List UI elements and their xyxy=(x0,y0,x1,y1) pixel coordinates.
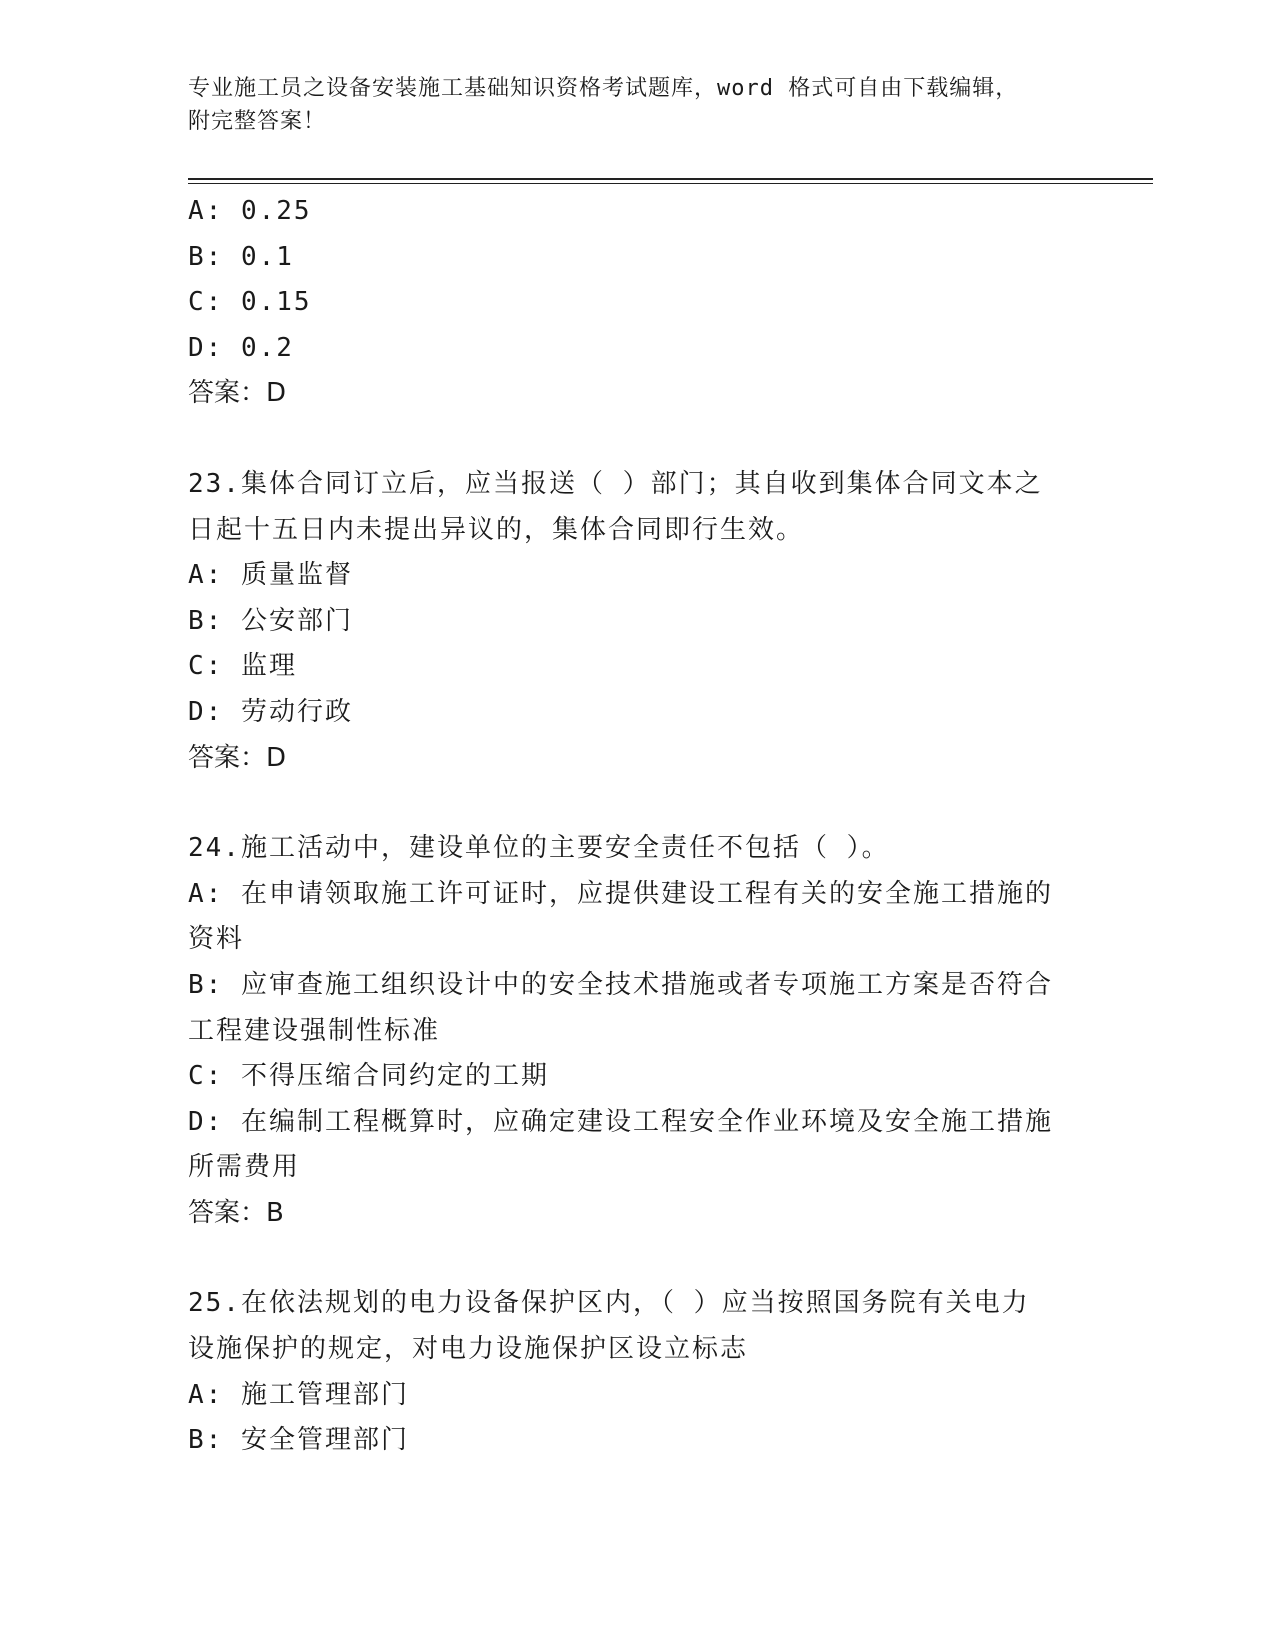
question-stem-line: 23.集体合同订立后，应当报送（ ）部门；其自收到集体合同文本之 xyxy=(188,468,1043,499)
question-23 xyxy=(188,462,1078,781)
question-22-continued xyxy=(188,189,1078,417)
option-c: C: 不得压缩合同约定的工期 xyxy=(188,1061,549,1092)
question-list xyxy=(188,189,1078,1464)
option-d: D: 在编制工程概算时，应确定建设工程安全作业环境及安全施工措施 xyxy=(188,1106,1053,1137)
option-d: D: 劳动行政 xyxy=(188,696,353,727)
option-d-continued: 所需费用 xyxy=(188,1152,301,1183)
header-line-2: 附完整答案！ xyxy=(188,109,327,134)
header-line-1: 专业施工员之设备安装施工基础知识资格考试题库，word 格式可自由下载编辑， xyxy=(188,76,1019,101)
question-24 xyxy=(188,826,1078,1236)
option-a: A: 0.25 xyxy=(188,196,312,226)
option-d: D: 0.2 xyxy=(188,332,294,363)
document-header xyxy=(188,72,1088,138)
option-b: B: 0.1 xyxy=(188,241,294,272)
option-c: C: 0.15 xyxy=(188,287,312,318)
answer: 答案：D xyxy=(188,378,287,409)
option-a: A: 在申请领取施工许可证时，应提供建设工程有关的安全施工措施的 xyxy=(188,878,1053,909)
question-stem-line: 日起十五日内未提出异议的，集体合同即行生效。 xyxy=(188,514,805,545)
question-25 xyxy=(188,1281,1078,1463)
option-a-continued: 资料 xyxy=(188,924,245,955)
option-a: A: 施工管理部门 xyxy=(188,1379,409,1410)
header-divider xyxy=(188,178,1153,184)
option-b: B: 公安部门 xyxy=(188,605,353,636)
answer: 答案：B xyxy=(188,1197,284,1228)
answer: 答案：D xyxy=(188,742,287,773)
option-b: B: 安全管理部门 xyxy=(188,1425,409,1456)
option-b-continued: 工程建设强制性标准 xyxy=(188,1015,441,1046)
option-a: A: 质量监督 xyxy=(188,560,353,591)
question-stem-line: 25.在依法规划的电力设备保护区内，（ ）应当按照国务院有关电力 xyxy=(188,1288,1030,1319)
question-stem-line: 24.施工活动中，建设单位的主要安全责任不包括（ ）。 xyxy=(188,833,890,864)
option-c: C: 监理 xyxy=(188,651,297,682)
option-b: B: 应审查施工组织设计中的安全技术措施或者专项施工方案是否符合 xyxy=(188,969,1053,1000)
question-stem-line: 设施保护的规定，对电力设施保护区设立标志 xyxy=(188,1334,749,1365)
